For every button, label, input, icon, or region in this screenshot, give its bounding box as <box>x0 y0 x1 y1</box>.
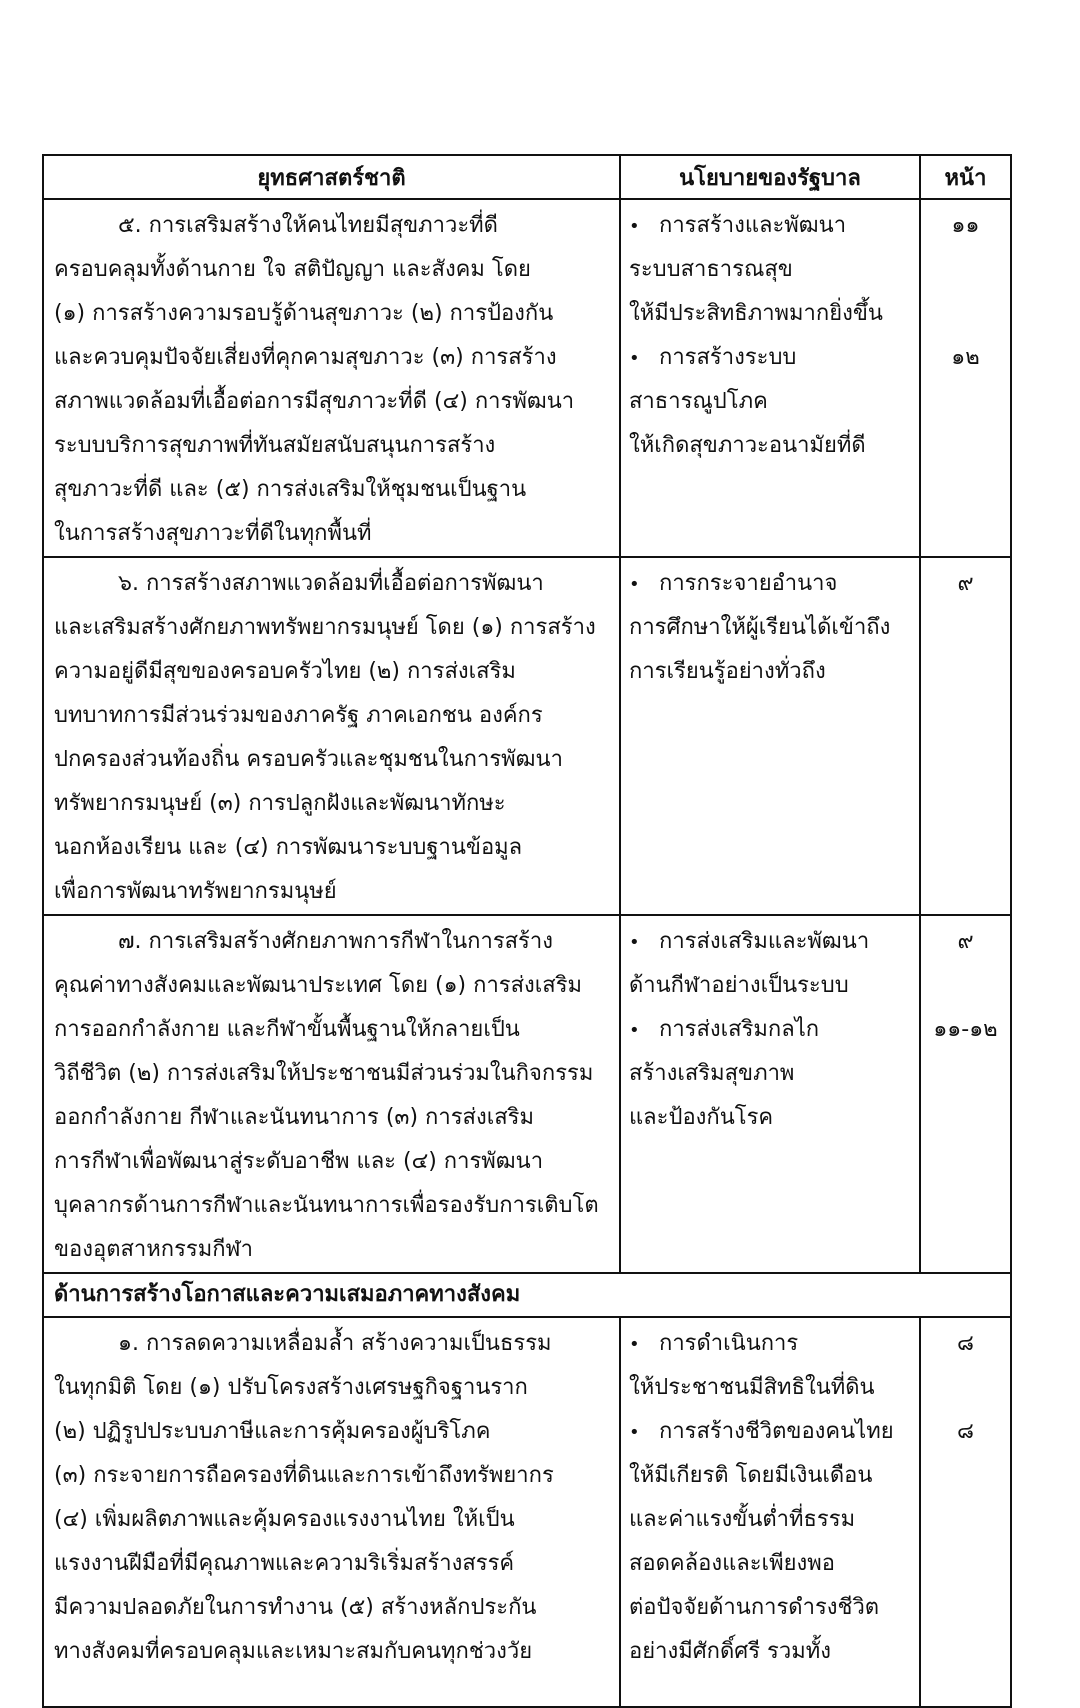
strategy-line: การกีฬาเพื่อพัฒนาสู่ระดับอาชีพ และ (๔) การพัฒนา <box>54 1149 544 1174</box>
bullet-icon: • <box>629 216 640 237</box>
table-header-row <box>43 155 1011 199</box>
strategy-line: มีความปลอดภัยในการทำงาน (๕) สร้างหลักประกัน <box>54 1595 537 1620</box>
policy-cell <box>620 915 920 1273</box>
table-row <box>43 199 1011 557</box>
table-row <box>43 557 1011 915</box>
policy-line: สอดคล้องและเพียงพอ <box>629 1551 835 1576</box>
policy-cell <box>620 557 920 915</box>
page-cell <box>920 915 1011 1273</box>
strategy-line: คุณค่าทางสังคมและพัฒนาประเทศ โดย (๑) การส่งเสริม <box>54 973 583 998</box>
strategy-line: ๕. การเสริมสร้างให้คนไทยมีสุขภาวะที่ดี <box>118 213 498 238</box>
section-title: ด้านการสร้างโอกาสและความเสมอภาคทางสังคม <box>43 1273 1011 1317</box>
policy-line: สร้างเสริมสุขภาพ <box>629 1061 795 1086</box>
page-cell <box>920 557 1011 915</box>
policy-line: ด้านกีฬาอย่างเป็นระบบ <box>629 973 849 998</box>
page-number: ๑๑-๑๒ <box>933 1017 998 1042</box>
strategy-line: วิถีชีวิต (๒) การส่งเสริมให้ประชาชนมีส่วนร่วมในกิจกรรม <box>54 1061 594 1086</box>
bullet-icon: • <box>629 1020 640 1041</box>
strategy-cell <box>43 199 620 557</box>
strategy-line: ๗. การเสริมสร้างศักยภาพการกีฬาในการสร้าง <box>118 929 553 954</box>
policy-line: สาธารณูปโภค <box>629 389 768 414</box>
policy-line: ให้มีเกียรติ โดยมีเงินเดือน <box>629 1463 873 1488</box>
policy-line: และค่าแรงขั้นต่ำที่ธรรม <box>629 1507 856 1532</box>
strategy-line: และเสริมสร้างศักยภาพทรัพยากรมนุษย์ โดย (๑) การสร้าง <box>54 615 596 640</box>
bullet-icon: • <box>629 574 640 595</box>
policy-line: การกระจายอำนาจ <box>659 571 838 596</box>
bullet-icon: • <box>629 1334 640 1355</box>
strategy-line: ของอุตสาหกรรมกีฬา <box>54 1237 253 1262</box>
strategy-line: (๓) กระจายการถือครองที่ดินและการเข้าถึงทรัพยากร <box>54 1463 554 1488</box>
policy-line: ให้มีประสิทธิภาพมากยิ่งขึ้น <box>629 301 883 326</box>
page-number: ๘ <box>957 1331 974 1356</box>
strategy-line: เพื่อการพัฒนาทรัพยากรมนุษย์ <box>54 879 337 904</box>
policy-line: การดำเนินการ <box>659 1331 799 1356</box>
strategy-line: ในทุกมิติ โดย (๑) ปรับโครงสร้างเศรษฐกิจฐานราก <box>54 1375 528 1400</box>
header-page: หน้า <box>920 155 1011 199</box>
header-policy: นโยบายของรัฐบาล <box>620 155 920 199</box>
strategy-line: (๒) ปฏิรูปประบบภาษีและการคุ้มครองผู้บริโภค <box>54 1419 491 1444</box>
strategy-line: ๑. การลดความเหลื่อมล้ำ สร้างความเป็นธรรม <box>118 1331 552 1356</box>
policy-line: การสร้างและพัฒนา <box>659 213 847 238</box>
strategy-line: ความอยู่ดีมีสุขของครอบครัวไทย (๒) การส่งเสริม <box>54 659 516 684</box>
strategy-line: ในการสร้างสุขภาวะที่ดีในทุกพื้นที่ <box>54 521 372 546</box>
page-number: ๑๒ <box>951 345 980 370</box>
strategy-line: ครอบคลุมทั้งด้านกาย ใจ สติปัญญา และสังคม โดย <box>54 257 531 282</box>
strategy-line: บทบาทการมีส่วนร่วมของภาครัฐ ภาคเอกชน องค์กร <box>54 703 543 728</box>
strategy-cell <box>43 557 620 915</box>
strategy-line: นอกห้องเรียน และ (๔) การพัฒนาระบบฐานข้อมูล <box>54 835 523 860</box>
policy-line: การสร้างระบบ <box>659 345 797 370</box>
strategy-line: แรงงานฝีมือที่มีคุณภาพและความริเริ่มสร้างสรรค์ <box>54 1551 515 1576</box>
policy-line: การศึกษาให้ผู้เรียนได้เข้าถึง <box>629 615 891 640</box>
page-number: ๙ <box>957 571 974 596</box>
strategy-line: (๑) การสร้างความรอบรู้ด้านสุขภาวะ (๒) การป้องกัน <box>54 301 554 326</box>
policy-cell <box>620 1317 920 1707</box>
table-row <box>43 1317 1011 1707</box>
table-row <box>43 915 1011 1273</box>
strategy-line: ปกครองส่วนท้องถิ่น ครอบครัวและชุมชนในการพัฒนา <box>54 747 563 772</box>
strategy-policy-table <box>42 154 1012 1708</box>
bullet-icon: • <box>629 348 640 369</box>
strategy-line: สภาพแวดล้อมที่เอื้อต่อการมีสุขภาวะที่ดี (๔) การพัฒนา <box>54 389 575 414</box>
policy-line: การส่งเสริมกลไก <box>659 1017 820 1042</box>
strategy-cell <box>43 1317 620 1707</box>
strategy-line: (๔) เพิ่มผลิตภาพและคุ้มครองแรงงานไทย ให้เป็น <box>54 1507 515 1532</box>
page-number: ๙ <box>957 929 974 954</box>
strategy-line: ออกกำลังกาย กีฬาและนันทนาการ (๓) การส่งเสริม <box>54 1105 534 1130</box>
policy-cell <box>620 199 920 557</box>
policy-line: การเรียนรู้อย่างทั่วถึง <box>629 659 826 684</box>
policy-line: และป้องกันโรค <box>629 1105 774 1130</box>
strategy-line: การออกกำลังกาย และกีฬาขั้นพื้นฐานให้กลายเป็น <box>54 1017 520 1042</box>
header-strategy: ยุทธศาสตร์ชาติ <box>43 155 620 199</box>
page-number: ๑๑ <box>951 213 980 238</box>
section-header-row <box>43 1273 1011 1317</box>
policy-line: ให้ประชาชนมีสิทธิในที่ดิน <box>629 1375 875 1400</box>
page-number: ๘ <box>957 1419 974 1444</box>
strategy-line: ๖. การสร้างสภาพแวดล้อมที่เอื้อต่อการพัฒนา <box>118 571 544 596</box>
strategy-line: ทางสังคมที่ครอบคลุมและเหมาะสมกับคนทุกช่วงวัย <box>54 1639 533 1664</box>
policy-line: ให้เกิดสุขภาวะอนามัยที่ดี <box>629 433 866 458</box>
strategy-line: สุขภาวะที่ดี และ (๕) การส่งเสริมให้ชุมชนเป็นฐาน <box>54 477 527 502</box>
strategy-line: บุคลากรด้านการกีฬาและนันทนาการเพื่อรองรับการเติบโต <box>54 1193 599 1218</box>
policy-line: การสร้างชีวิตของคนไทย <box>659 1419 894 1444</box>
bullet-icon: • <box>629 1422 640 1443</box>
policy-line: อย่างมีศักดิ์ศรี รวมทั้ง <box>629 1639 831 1664</box>
strategy-line: ระบบบริการสุขภาพที่ทันสมัยสนับสนุนการสร้าง <box>54 433 496 458</box>
strategy-cell <box>43 915 620 1273</box>
page-cell <box>920 1317 1011 1707</box>
policy-line: ต่อปัจจัยด้านการดำรงชีวิต <box>629 1595 880 1620</box>
strategy-line: ทรัพยากรมนุษย์ (๓) การปลูกฝังและพัฒนาทักษะ <box>54 791 506 816</box>
policy-line: การส่งเสริมและพัฒนา <box>659 929 870 954</box>
bullet-icon: • <box>629 932 640 953</box>
policy-line: ระบบสาธารณสุข <box>629 257 793 282</box>
strategy-line: และควบคุมปัจจัยเสี่ยงที่คุกคามสุขภาวะ (๓) การสร้าง <box>54 345 557 370</box>
page-cell <box>920 199 1011 557</box>
